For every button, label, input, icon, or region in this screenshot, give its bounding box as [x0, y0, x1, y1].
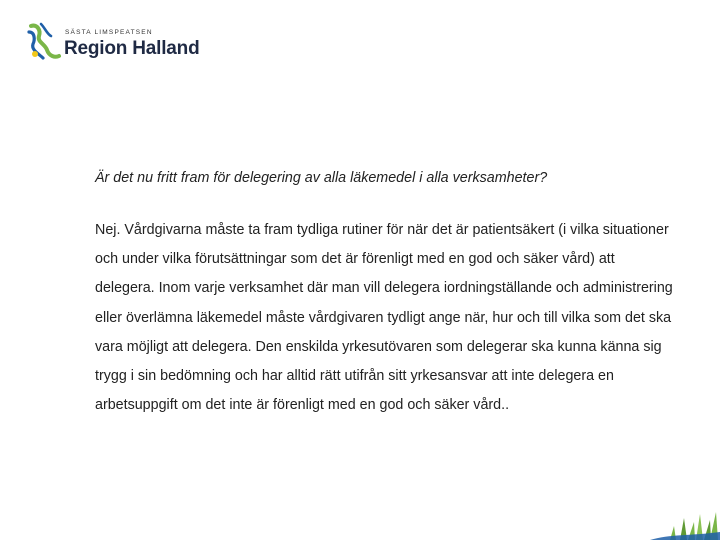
- slide-content: [95, 166, 675, 420]
- logo-tagline: SÄSTA LIMSPEATSEN: [65, 29, 153, 36]
- slide-question: Är det nu fritt fram för delegering av alla läkemedel i alla verksamheter?: [95, 170, 548, 186]
- region-halland-logo-icon: [27, 20, 63, 62]
- grass-decoration-icon: [650, 508, 720, 540]
- logo-name: Region Halland: [64, 38, 200, 59]
- region-halland-logo: [27, 20, 200, 66]
- slide-answer: Nej. Vårdgivarna måste ta fram tydliga rutiner för när det är patientsäkert (i vilka situationer och under vilka förutsättningar som det är förenligt med en god och säker vård) att delegera. Inom varje verksamhet där man vill delegera iordningställande och administrering eller överlämna läkemedel måste vårdgivaren tydligt ange när, hur och till vilka som det ska vara möjligt att delegera. Den enskilda yrkesutövaren som delegerar ska kunna känna sig trygg i sin bedömning och har alltid rätt utifrån sitt yrkesansvar att inte delegera en arbetsuppgift om det inte är förenligt med en god och säker vård..: [95, 222, 673, 414]
